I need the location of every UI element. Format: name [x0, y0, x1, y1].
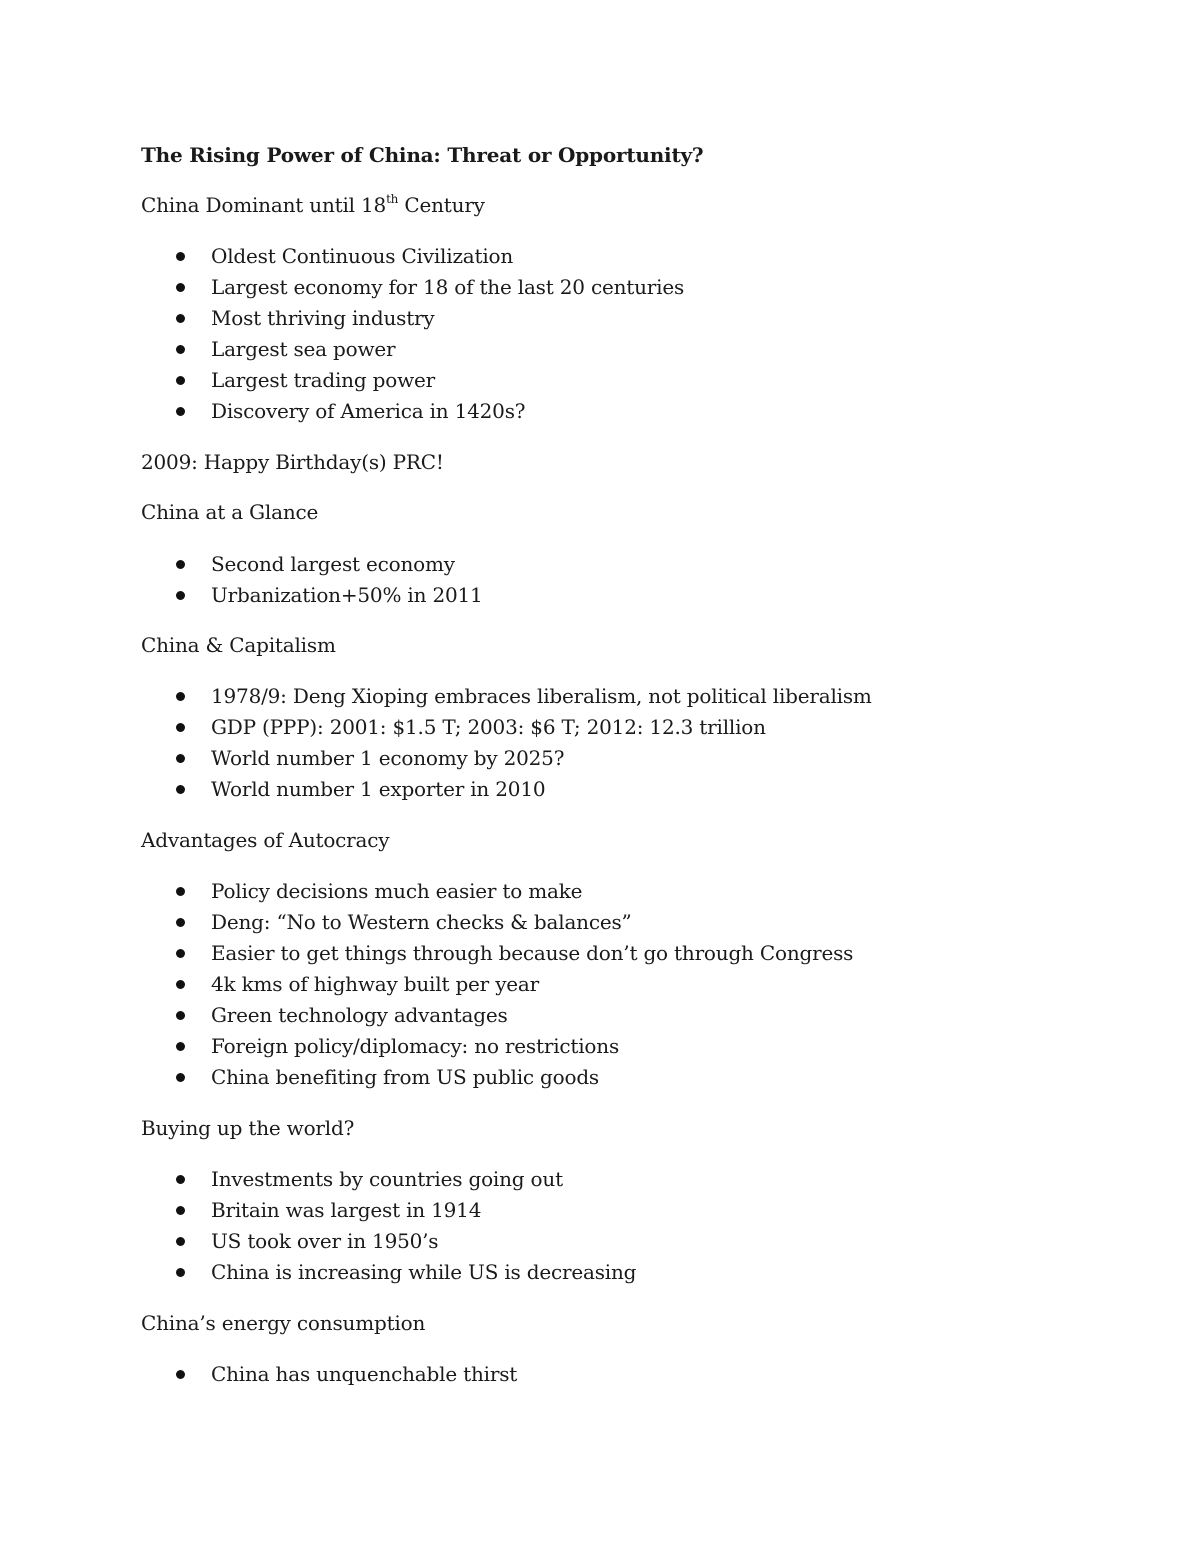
bullet-icon [176, 283, 185, 292]
list-item-text: Deng: “No to Western checks & balances” [211, 910, 632, 934]
bullet-icon [176, 1268, 185, 1277]
bullet-icon [176, 1011, 185, 1020]
list-item-text: Largest sea power [211, 337, 396, 361]
bullet-icon [176, 376, 185, 385]
bullet-icon [176, 723, 185, 732]
bullet-icon [176, 1042, 185, 1051]
list-item-text: China is increasing while US is decreasing [211, 1260, 637, 1284]
list-item-text: Largest trading power [211, 368, 435, 392]
list-item-text: Britain was largest in 1914 [211, 1198, 482, 1222]
bullet-icon [176, 345, 185, 354]
section-heading-energy-consumption: China’s energy consumption [141, 1311, 426, 1335]
bullet-icon [176, 1073, 185, 1082]
bullet-icon [176, 1237, 185, 1246]
bullet-icon [176, 785, 185, 794]
bullet-icon [176, 754, 185, 763]
bullet-icon [176, 591, 185, 600]
list-item-text: Oldest Continuous Civilization [211, 244, 514, 268]
bullet-icon [176, 918, 185, 927]
bullet-icon [176, 692, 185, 701]
list-item-text: World number 1 economy by 2025? [211, 746, 565, 770]
section-heading-buying-up-the-world: Buying up the world? [141, 1116, 355, 1140]
heading-text: China Dominant until 18 [141, 193, 387, 217]
bullet-icon [176, 252, 185, 261]
list-item-text: Investments by countries going out [211, 1167, 563, 1191]
document-title: The Rising Power of China: Threat or Opportunity? [141, 143, 704, 167]
list-item-text: US took over in 1950’s [211, 1229, 439, 1253]
list-item-text: China benefiting from US public goods [211, 1065, 600, 1089]
section-heading-china-dominant [141, 193, 485, 217]
list-item-text: Urbanization+50% in 2011 [211, 583, 483, 607]
list-item-text: 1978/9: Deng Xioping embraces liberalism, not political liberalism [211, 684, 872, 708]
list-item-text: Policy decisions much easier to make [211, 879, 583, 903]
section-heading-china-at-a-glance: China at a Glance [141, 500, 319, 524]
list-item-text: Foreign policy/diplomacy: no restrictions [211, 1034, 620, 1058]
bullet-icon [176, 560, 185, 569]
bullet-icon [176, 1370, 185, 1379]
heading-superscript: th [386, 192, 399, 206]
bullet-icon [176, 407, 185, 416]
list-item-text: 4k kms of highway built per year [211, 972, 540, 996]
section-heading-advantages-of-autocracy: Advantages of Autocracy [141, 828, 390, 852]
bullet-icon [176, 314, 185, 323]
list-item-text: Green technology advantages [211, 1003, 508, 1027]
section-heading-china-capitalism: China & Capitalism [141, 633, 336, 657]
bullet-icon [176, 949, 185, 958]
list-item-text: Most thriving industry [211, 306, 435, 330]
list-item-text: GDP (PPP): 2001: $1.5 T; 2003: $6 T; 2012: 12.3 trillion [211, 715, 766, 739]
bullet-icon [176, 887, 185, 896]
list-item-text: Discovery of America in 1420s? [211, 399, 526, 423]
list-item-text: World number 1 exporter in 2010 [211, 777, 546, 801]
heading-text-tail: Century [398, 193, 485, 217]
bullet-icon [176, 1206, 185, 1215]
list-item-text: Second largest economy [211, 552, 455, 576]
list-item-text: Largest economy for 18 of the last 20 centuries [211, 275, 685, 299]
bullet-icon [176, 1175, 185, 1184]
list-item-text: China has unquenchable thirst [211, 1362, 518, 1386]
section-heading-happy-birthday: 2009: Happy Birthday(s) PRC! [141, 450, 444, 474]
list-item-text: Easier to get things through because don’t go through Congress [211, 941, 854, 965]
bullet-icon [176, 980, 185, 989]
